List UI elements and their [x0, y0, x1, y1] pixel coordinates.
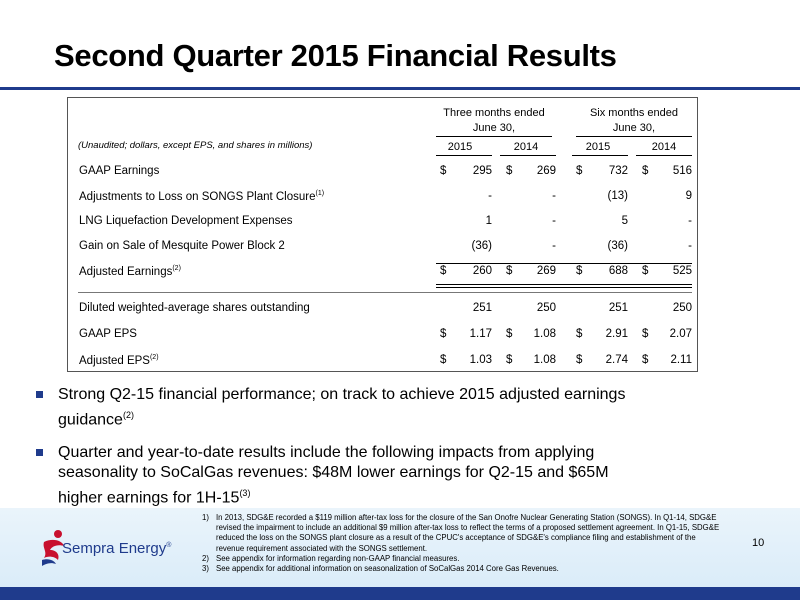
dollar-sign: $: [642, 265, 649, 277]
table-cell: (36): [471, 240, 492, 252]
table-cell: -: [552, 240, 556, 252]
bullet-text: higher earnings for 1H-15: [58, 489, 240, 507]
row-label: Diluted weighted-average shares outstanding: [79, 302, 310, 314]
table-cell: 1.08: [533, 354, 556, 366]
table-cell: -: [552, 215, 556, 227]
year-header: 2015: [447, 141, 473, 153]
table-cell: 2.91: [605, 328, 628, 340]
table-cell: 525: [672, 265, 692, 277]
group-header-rule: [436, 136, 552, 137]
table-cell: 250: [536, 302, 556, 314]
table-cell: -: [688, 240, 692, 252]
bullet-square-icon: [36, 449, 43, 456]
page-number: 10: [752, 537, 765, 549]
table-cell: 2.07: [669, 328, 692, 340]
dollar-sign: $: [576, 328, 583, 340]
year-header: 2015: [585, 141, 611, 153]
table-cell: 2.11: [670, 354, 692, 366]
table-cell: 2.74: [605, 354, 628, 366]
table-cell: 269: [536, 265, 556, 277]
row-label: GAAP EPS: [79, 328, 137, 340]
total-rule: [436, 287, 692, 288]
bullet-square-icon: [36, 391, 43, 398]
dollar-sign: $: [506, 265, 513, 277]
table-cell: 1.08: [533, 328, 556, 340]
table-cell: (36): [607, 240, 628, 252]
dollar-sign: $: [506, 328, 513, 340]
bullet-text: guidance: [58, 411, 123, 429]
table-cell: 251: [472, 302, 492, 314]
dollar-sign: $: [506, 354, 513, 366]
row-label: LNG Liquefaction Development Expenses: [79, 215, 293, 227]
footnote: 3) See appendix for additional information on seasonalization of SoCalGas 2014 Core Gas Revenues.: [202, 564, 559, 574]
year-rule: [500, 155, 556, 156]
table-cell: (13): [607, 190, 628, 202]
slide-title: Second Quarter 2015 Financial Results: [54, 38, 617, 73]
table-cell: 295: [472, 165, 492, 177]
bullet-text: Strong Q2-15 financial performance; on track to achieve 2015 adjusted earnings: [58, 386, 626, 403]
footnotes: [202, 513, 722, 574]
title-divider: [0, 87, 800, 90]
year-header: 2014: [513, 141, 539, 153]
dollar-sign: $: [440, 354, 447, 366]
table-cell: 5: [621, 215, 628, 227]
year-header: 2014: [651, 141, 677, 153]
table-cell: 251: [608, 302, 628, 314]
row-label: Adjustments to Loss on SONGS Plant Closure$^{(1)}$: [79, 190, 325, 203]
group-header-six-months: Six months ended June 30,: [589, 107, 679, 134]
table-note: (Unaudited; dollars, except EPS, and shares in millions): [78, 140, 313, 151]
table-cell: 9: [685, 190, 692, 202]
total-rule: [436, 284, 692, 285]
table-cell: 1.03: [469, 354, 492, 366]
dollar-sign: $: [642, 328, 649, 340]
row-label: GAAP Earnings: [79, 165, 160, 177]
group-header-three-months: Three months ended June 30,: [443, 107, 545, 134]
table-cell: -: [552, 190, 556, 202]
table-cell: 269: [536, 165, 556, 177]
row-label: Adjusted EPS$^{(2)}$: [79, 354, 159, 367]
table-cell: -: [688, 215, 692, 227]
year-rule: [636, 155, 692, 156]
dollar-sign: $: [642, 354, 649, 366]
year-rule: [572, 155, 628, 156]
table-cell: 1: [485, 215, 492, 227]
dollar-sign: $: [506, 165, 513, 177]
table-cell: -: [488, 190, 492, 202]
bullet-text: seasonality to SoCalGas revenues: $48M lower earnings for Q2-15 and $65M: [58, 464, 609, 481]
subtotal-rule: [436, 263, 692, 264]
table-cell: 250: [672, 302, 692, 314]
table-cell: 1.17: [469, 328, 492, 340]
table-cell: 732: [608, 165, 628, 177]
footer-bar: [0, 587, 800, 600]
bullet-superscript: (2): [122, 410, 134, 420]
year-rule: [436, 155, 492, 156]
dollar-sign: $: [440, 265, 447, 277]
bullet-superscript: (3): [239, 488, 251, 498]
dollar-sign: $: [576, 165, 583, 177]
footnote: 1) In 2013, SDG&E recorded a $119 million after-tax loss for the closure of the San Onofre Nuclear Generating Station (SONGS). In Q1-14, SDG&E revised the impairment to include an additional $9 million after-tax loss to reflect the terms of a proposed settlement agreement. In Q1-15, SDG&E reduced the loss on the SONGS plant closure as a result of the CPUC's acceptance of SDG&E's compliance filing and establishment of the revenue requirement associated with the SONGS settlement.: [202, 513, 720, 553]
table-cell: 260: [472, 265, 492, 277]
footnote: 2) See appendix for information regarding non-GAAP financial measures.: [202, 553, 460, 563]
dollar-sign: $: [576, 265, 583, 277]
table-cell: 516: [672, 165, 692, 177]
bullet-text: Quarter and year-to-date results include the following impacts from applying: [58, 444, 595, 461]
dollar-sign: $: [440, 328, 447, 340]
dollar-sign: $: [576, 354, 583, 366]
dollar-sign: $: [642, 165, 649, 177]
row-label: Gain on Sale of Mesquite Power Block 2: [79, 240, 285, 252]
table-cell: 688: [608, 265, 628, 277]
group-header-rule: [576, 136, 692, 137]
logo-wordmark: Sempra Energy®: [62, 540, 172, 557]
dollar-sign: $: [440, 165, 447, 177]
section-divider: [78, 292, 692, 293]
row-label: Adjusted Earnings$^{(2)}$: [79, 265, 181, 278]
